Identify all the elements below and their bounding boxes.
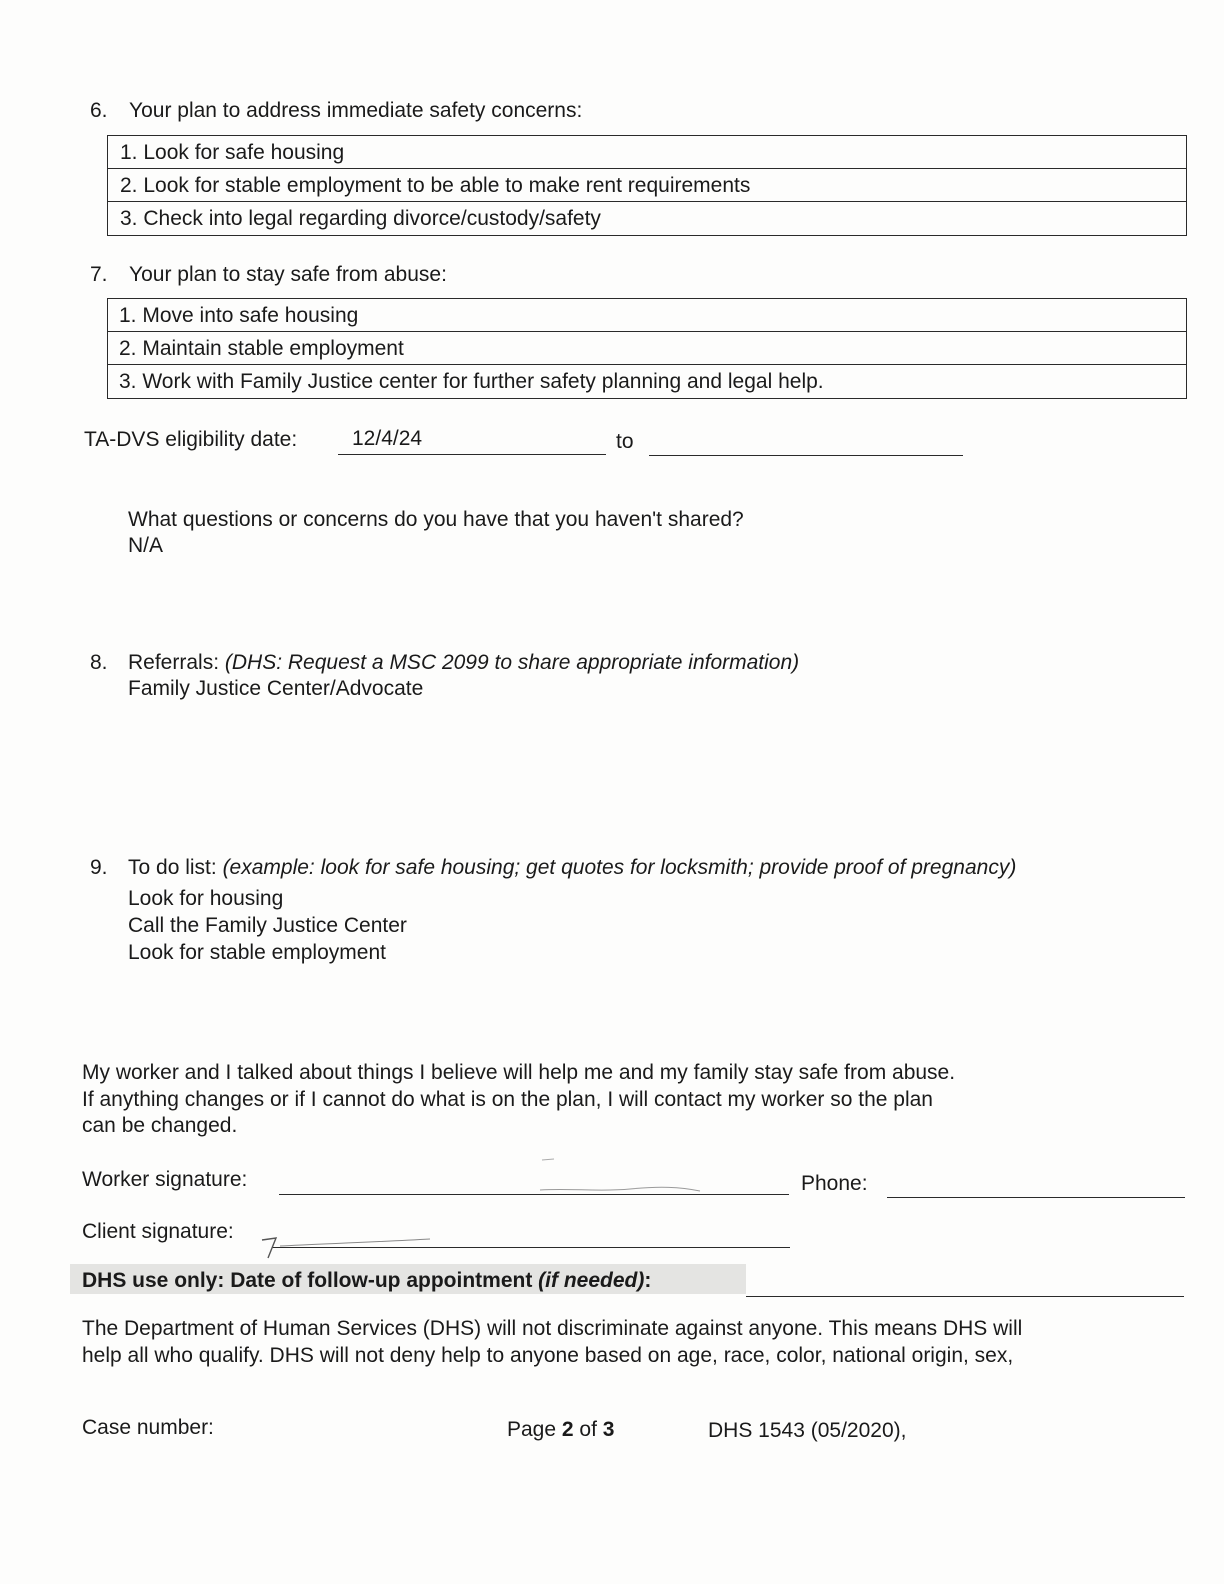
agreement-line: can be changed.	[82, 1114, 238, 1137]
page-mid: of	[573, 1418, 603, 1441]
follow-up-date-field[interactable]	[746, 1296, 1184, 1297]
dhs-use-only-colon: :	[644, 1269, 652, 1292]
q9-hint: (example: look for safe housing; get quotes for locksmith; provide proof of pregnancy)	[222, 856, 1017, 879]
q8-label-text: Referrals:	[128, 651, 220, 674]
case-number-label: Case number:	[82, 1416, 214, 1439]
dhs-use-only-text: DHS use only: Date of follow-up appointment	[82, 1269, 533, 1292]
q9-number: 9.	[90, 856, 108, 879]
agreement-line: If anything changes or if I cannot do what is on the plan, I will contact my worker so the plan	[82, 1088, 933, 1111]
q7-row[interactable]: 3. Work with Family Justice center for further safety planning and legal help.	[119, 370, 824, 393]
q9-item: Look for housing	[128, 887, 284, 910]
page-indicator	[507, 1417, 614, 1443]
q7-number: 7.	[90, 263, 108, 286]
q7-table	[107, 298, 1187, 399]
q6-table	[107, 135, 1187, 236]
phone-field[interactable]	[887, 1197, 1185, 1198]
page-current: 2	[561, 1418, 574, 1441]
q6-row[interactable]: 2. Look for stable employment to be able to make rent requirements	[108, 169, 1186, 202]
eligibility-label: TA-DVS eligibility date:	[84, 428, 298, 451]
page-prefix: Page	[507, 1418, 562, 1441]
q8-answer: Family Justice Center/Advocate	[128, 677, 424, 700]
q8-label	[128, 650, 799, 676]
dhs-use-only-label	[82, 1268, 651, 1294]
concerns-answer: N/A	[128, 534, 164, 557]
nondiscrimination-line: help all who qualify. DHS will not deny help to anyone based on age, race, color, national origin, sex,	[82, 1344, 1014, 1367]
dhs-use-only-hint: (if needed)	[538, 1269, 645, 1292]
nondiscrimination-line: The Department of Human Services (DHS) will not discriminate against anyone. This means DHS will	[82, 1317, 1023, 1340]
q6-number: 6.	[90, 99, 108, 122]
client-signature-mark	[258, 1228, 458, 1264]
q6-row[interactable]: 1. Look for safe housing	[108, 136, 1186, 169]
q7-row[interactable]: 1. Move into safe housing	[108, 299, 1186, 332]
eligibility-to: to	[616, 430, 634, 453]
q9-label	[128, 855, 1016, 881]
q7-row[interactable]: 2. Maintain stable employment	[108, 332, 1186, 365]
form-id: DHS 1543 (05/2020),	[708, 1419, 907, 1442]
q7-label: Your plan to stay safe from abuse:	[129, 263, 447, 286]
q9-item: Call the Family Justice Center	[128, 914, 407, 937]
phone-label: Phone:	[801, 1172, 868, 1195]
concerns-question: What questions or concerns do you have that you haven't shared?	[128, 508, 744, 531]
agreement-line: My worker and I talked about things I believe will help me and my family stay safe from abuse.	[82, 1061, 956, 1084]
worker-signature-mark	[530, 1150, 730, 1200]
eligibility-start-field[interactable]	[338, 454, 606, 455]
page-total: 3	[602, 1418, 615, 1441]
q9-label-text: To do list:	[128, 856, 217, 879]
q9-item: Look for stable employment	[128, 941, 386, 964]
q6-label: Your plan to address immediate safety concerns:	[129, 99, 583, 122]
eligibility-end-field[interactable]	[649, 455, 963, 456]
q8-hint: (DHS: Request a MSC 2099 to share appropriate information)	[224, 651, 800, 674]
eligibility-start-value: 12/4/24	[352, 427, 423, 450]
worker-signature-label: Worker signature:	[82, 1168, 248, 1191]
client-signature-label: Client signature:	[82, 1220, 234, 1243]
q8-number: 8.	[90, 651, 108, 674]
q6-row[interactable]: 3. Check into legal regarding divorce/custody/safety	[120, 207, 601, 230]
